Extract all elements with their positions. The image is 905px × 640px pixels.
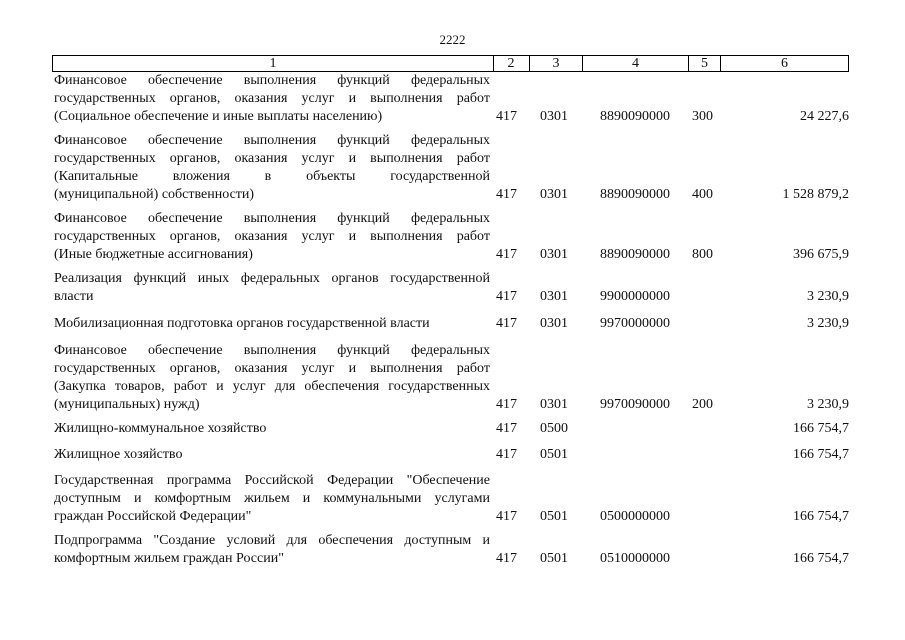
row-description <box>54 472 490 526</box>
cell-c2: 417 <box>496 551 517 566</box>
header-col-2: 2 <box>493 55 530 72</box>
table-row <box>52 342 852 414</box>
cell-c3: 0500 <box>540 421 568 436</box>
header-col-1: 1 <box>52 55 494 72</box>
row-description <box>54 72 490 126</box>
cell-c6: 166 754,7 <box>793 509 849 524</box>
cell-c4: 8890090000 <box>600 109 670 124</box>
cell-c3: 0501 <box>540 551 568 566</box>
cell-c6: 166 754,7 <box>793 447 849 462</box>
row-description <box>54 132 490 204</box>
table-row <box>52 270 852 306</box>
description-line: (Закупка товаров, работ и услуг для обеспечения государственных <box>54 379 490 394</box>
table-row <box>52 72 852 126</box>
row-description <box>54 210 490 264</box>
cell-c3: 0301 <box>540 316 568 331</box>
header-col-5: 5 <box>689 55 721 72</box>
cell-c6: 1 528 879,2 <box>782 187 849 202</box>
description-line: Жилищное хозяйство <box>54 447 183 462</box>
row-description <box>54 315 490 333</box>
cell-c2: 417 <box>496 289 517 304</box>
row-description <box>54 532 490 568</box>
row-description <box>54 420 490 438</box>
row-description <box>54 446 490 464</box>
cell-c3: 0301 <box>540 289 568 304</box>
table-row <box>52 532 852 568</box>
description-line: Финансовое обеспечение выполнения функций федеральных <box>54 133 490 148</box>
description-line: Финансовое обеспечение выполнения функций федеральных <box>54 343 490 358</box>
cell-c2: 417 <box>496 421 517 436</box>
description-line: граждан Российской Федерации" <box>54 509 252 524</box>
cell-c6: 3 230,9 <box>807 397 849 412</box>
description-line: государственных органов, оказания услуг и выполнения работ <box>54 229 490 244</box>
cell-c6: 166 754,7 <box>793 551 849 566</box>
cell-c6: 166 754,7 <box>793 421 849 436</box>
row-description <box>54 270 490 306</box>
description-line: Финансовое обеспечение выполнения функций федеральных <box>54 211 490 226</box>
table-row <box>52 446 852 464</box>
cell-c4: 9970000000 <box>600 316 670 331</box>
cell-c2: 417 <box>496 397 517 412</box>
cell-c4: 0500000000 <box>600 509 670 524</box>
description-line: (Капитальные вложения в объекты государственной <box>54 169 490 184</box>
description-line: Подпрограмма "Создание условий для обеспечения доступным и <box>54 533 490 548</box>
cell-c4: 0510000000 <box>600 551 670 566</box>
cell-c6: 396 675,9 <box>793 247 849 262</box>
row-description <box>54 342 490 414</box>
description-line: государственных органов, оказания услуг и выполнения работ <box>54 361 490 376</box>
description-line: (муниципальных) нужд) <box>54 397 200 412</box>
cell-c3: 0301 <box>540 187 568 202</box>
table-row <box>52 132 852 204</box>
description-line: Мобилизационная подготовка органов государственной власти <box>54 316 430 331</box>
cell-c3: 0301 <box>540 397 568 412</box>
header-col-4: 4 <box>583 55 689 72</box>
description-line: (Социальное обеспечение и иные выплаты населению) <box>54 109 383 124</box>
cell-c4: 9970090000 <box>600 397 670 412</box>
table-row <box>52 210 852 264</box>
cell-c5: 200 <box>692 397 713 412</box>
description-line: (Иные бюджетные ассигнования) <box>54 247 253 262</box>
cell-c4: 8890090000 <box>600 187 670 202</box>
cell-c5: 400 <box>692 187 713 202</box>
description-line: власти <box>54 289 94 304</box>
cell-c6: 24 227,6 <box>800 109 849 124</box>
cell-c4: 8890090000 <box>600 247 670 262</box>
description-line: Финансовое обеспечение выполнения функций федеральных <box>54 73 490 88</box>
cell-c3: 0301 <box>540 247 568 262</box>
cell-c2: 417 <box>496 447 517 462</box>
cell-c5: 300 <box>692 109 713 124</box>
description-line: государственных органов, оказания услуг и выполнения работ <box>54 91 490 106</box>
description-line: доступным и комфортным жильем и коммунальными услугами <box>54 491 490 506</box>
header-col-6: 6 <box>721 55 849 72</box>
description-line: Государственная программа Российской Федерации "Обеспечение <box>54 473 490 488</box>
cell-c6: 3 230,9 <box>807 316 849 331</box>
cell-c4: 9900000000 <box>600 289 670 304</box>
page-number: 2222 <box>439 32 466 47</box>
cell-c2: 417 <box>496 509 517 524</box>
table-row <box>52 315 852 333</box>
cell-c2: 417 <box>496 316 517 331</box>
header-col-3: 3 <box>530 55 583 72</box>
description-line: Реализация функций иных федеральных органов государственной <box>54 271 490 286</box>
description-line: комфортным жильем граждан России" <box>54 551 284 566</box>
cell-c2: 417 <box>496 247 517 262</box>
cell-c6: 3 230,9 <box>807 289 849 304</box>
table-row <box>52 472 852 526</box>
description-line: (муниципальной) собственности) <box>54 187 255 202</box>
description-line: Жилищно-коммунальное хозяйство <box>54 421 267 436</box>
cell-c3: 0501 <box>540 509 568 524</box>
cell-c2: 417 <box>496 187 517 202</box>
table-row <box>52 420 852 438</box>
cell-c3: 0501 <box>540 447 568 462</box>
cell-c2: 417 <box>496 109 517 124</box>
cell-c5: 800 <box>692 247 713 262</box>
cell-c3: 0301 <box>540 109 568 124</box>
description-line: государственных органов, оказания услуг и выполнения работ <box>54 151 490 166</box>
